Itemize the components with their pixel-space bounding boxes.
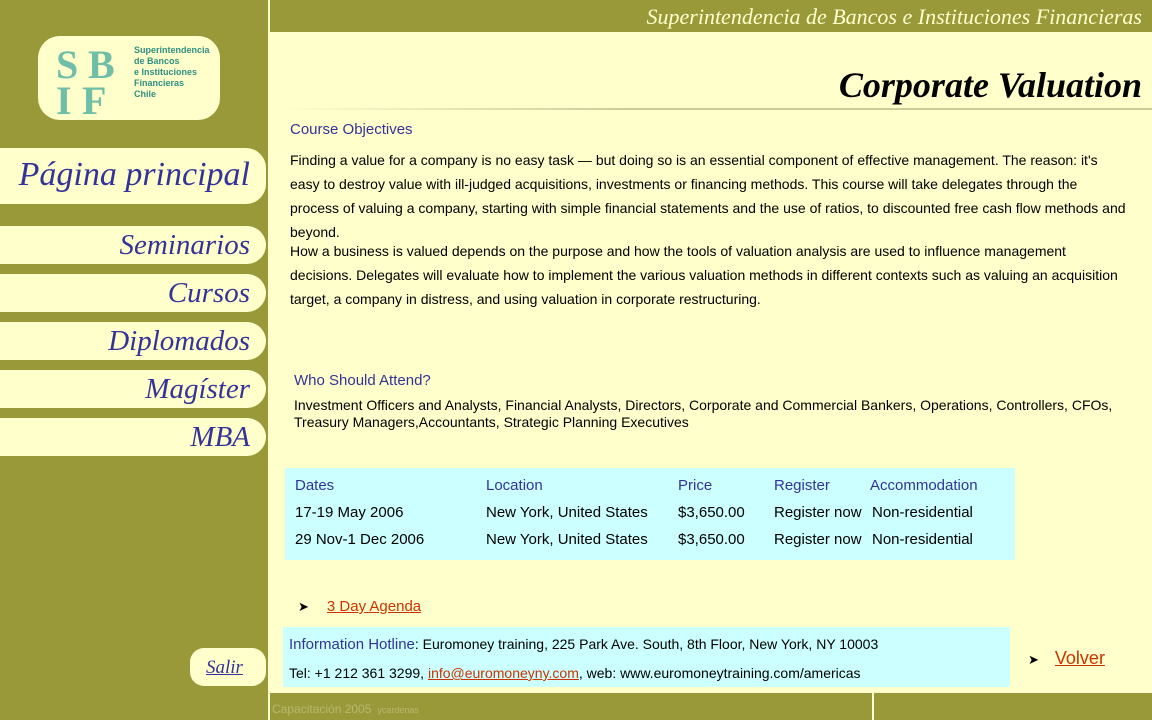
objectives-heading: Course Objectives xyxy=(290,121,413,138)
arrow-bullet-icon: ➤ xyxy=(1028,652,1039,667)
svg-text:F: F xyxy=(82,78,107,116)
table-cell-accommodation: Non-residential xyxy=(872,531,973,548)
table-cell-location: New York, United States xyxy=(486,504,648,521)
info-web: , web: www.euromoneytraining.com/americas xyxy=(578,665,861,681)
table-cell-price: $3,650.00 xyxy=(678,531,745,548)
table-cell-date: 17-19 May 2006 xyxy=(295,504,404,521)
agenda-row xyxy=(298,598,421,615)
table-cell-price: $3,650.00 xyxy=(678,504,745,521)
objectives-paragraph-1: Finding a value for a company is no easy task — but doing so is an essential component of effective management. The reason: it's easy to destroy value with ill-judged acquisitions, investments or financing methods. This course will take delegates through the process of valuing a company, starting with simple financial statements and the use of ratios, to discounted free cash flow methods and beyond. xyxy=(290,152,1126,240)
info-address: : Euromoney training, 225 Park Ave. South, 8th Floor, New York, NY 10003 xyxy=(414,636,879,652)
footer-bar xyxy=(268,693,1152,720)
dates-table xyxy=(285,468,1015,560)
nav-item-label: Magíster xyxy=(145,373,250,405)
agenda-link[interactable]: 3 Day Agenda xyxy=(326,598,422,615)
who-text: Investment Officers and Analysts, Financial Analysts, Directors, Corporate and Commercial Bankers, Operations, Controllers, CFOs, Treasury Managers,Accountants, Strategic Planning Executives xyxy=(294,397,1113,430)
nav-item-magister[interactable] xyxy=(0,370,266,408)
info-email-link[interactable]: info@euromoneyny.com xyxy=(427,665,579,681)
nav-item-cursos[interactable] xyxy=(0,274,266,312)
sbif-monogram-icon xyxy=(54,42,128,116)
nav-home-label: Página principal xyxy=(18,156,250,193)
table-cell-date: 29 Nov-1 Dec 2006 xyxy=(295,531,425,548)
back-row xyxy=(1028,648,1105,669)
table-header-register: Register xyxy=(774,477,830,494)
info-label: Information Hotline xyxy=(289,636,415,653)
table-header-price: Price xyxy=(678,477,713,494)
footer-caption-text: Capacitación 2005 xyxy=(272,702,372,716)
exit-label: Salir xyxy=(206,657,243,678)
table-cell-accommodation: Non-residential xyxy=(872,504,973,521)
footer-divider xyxy=(872,693,874,720)
arrow-bullet-icon: ➤ xyxy=(298,599,309,614)
nav-item-label: Cursos xyxy=(167,277,250,309)
nav-item-seminarios[interactable] xyxy=(0,226,266,264)
nav-item-mba[interactable] xyxy=(0,418,266,456)
sidebar xyxy=(0,0,268,720)
nav-home[interactable] xyxy=(0,148,266,204)
who-heading: Who Should Attend? xyxy=(294,372,431,389)
title-divider xyxy=(278,108,1152,110)
table-header-location: Location xyxy=(486,477,543,494)
nav-item-label: MBA xyxy=(190,421,250,453)
footer-author: ycardenas xyxy=(377,705,419,715)
nav-item-label: Seminarios xyxy=(119,229,250,261)
info-contact-line xyxy=(289,665,861,681)
table-cell-register[interactable]: Register now xyxy=(774,504,862,521)
objectives-paragraph-2: How a business is valued depends on the purpose and how the tools of valuation analysis are used to influence management decisions. Delegates will evaluate how to implement the various valuation methods in different contexts such as valuing an acquisition target, a company in distress, and using valuation in corporate restructuring. xyxy=(290,243,1118,307)
logo-text: Superintendencia de Bancos e Instituciones Financieras Chile xyxy=(134,45,210,99)
footer-caption xyxy=(272,702,419,716)
info-tel: Tel: +1 212 361 3299, xyxy=(289,665,428,681)
svg-text:S: S xyxy=(56,42,79,87)
back-link[interactable]: Volver xyxy=(1054,648,1105,668)
svg-text:I: I xyxy=(56,78,72,116)
table-cell-register[interactable]: Register now xyxy=(774,531,862,548)
exit-button[interactable] xyxy=(190,648,266,686)
nav-item-label: Diplomados xyxy=(108,325,250,357)
sbif-logo[interactable] xyxy=(38,36,220,120)
table-cell-location: New York, United States xyxy=(486,531,648,548)
table-header-dates: Dates xyxy=(295,477,335,494)
table-header-accommodation: Accommodation xyxy=(870,477,978,494)
page-title: Corporate Valuation xyxy=(838,65,1142,105)
info-address-line xyxy=(289,636,878,653)
svg-text:B: B xyxy=(88,42,115,87)
header-bar xyxy=(268,0,1152,32)
info-hotline-box xyxy=(283,627,1010,687)
organization-name: Superintendencia de Bancos e Instituciones Financieras xyxy=(646,4,1142,29)
nav-item-diplomados[interactable] xyxy=(0,322,266,360)
